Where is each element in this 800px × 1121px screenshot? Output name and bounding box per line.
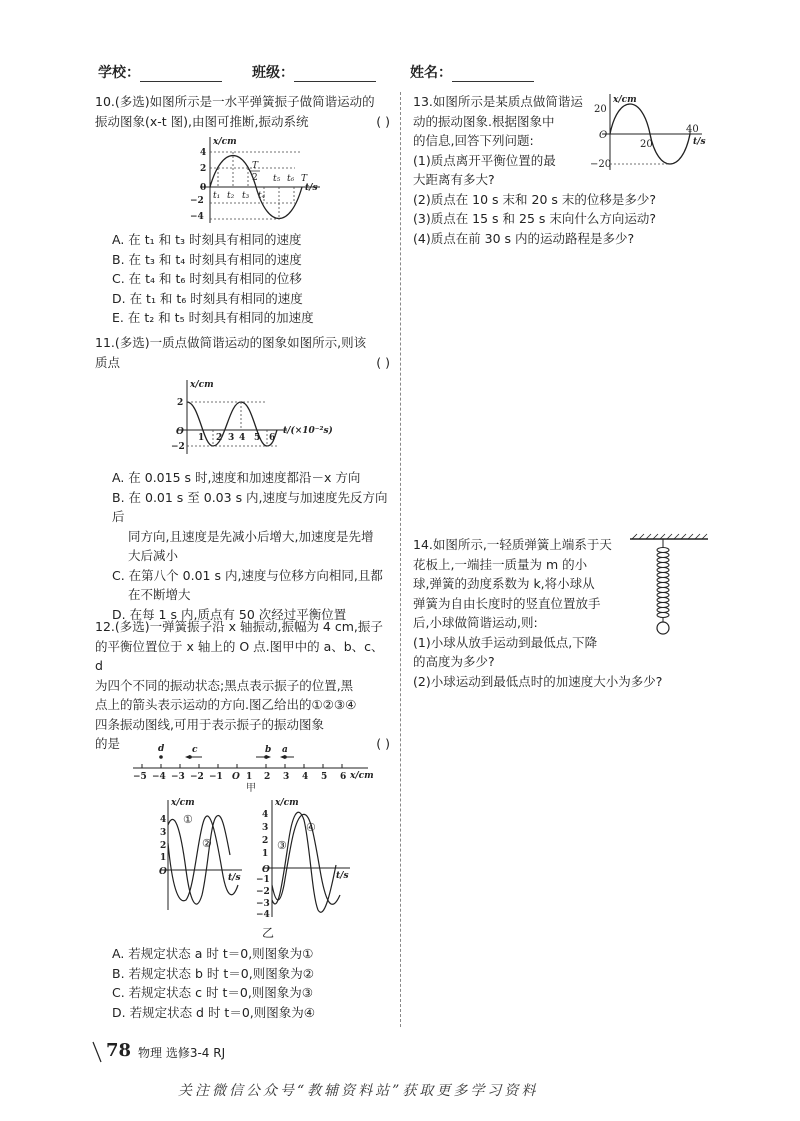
q12-axis-m1: −1 [209, 772, 223, 782]
q12-axis-1: 1 [246, 772, 253, 782]
q12-right-ytick-m1: −1 [256, 875, 270, 885]
q12-axis-4: 4 [302, 772, 309, 782]
q10-answer-paren[interactable]: ( ) [376, 113, 390, 129]
name-blank[interactable] [452, 67, 534, 82]
q13-sub3: (3)质点在 15 s 和 25 s 末向什么方向运动? [413, 211, 657, 226]
q12-axis-m3: −3 [171, 772, 185, 782]
q10-graph [180, 135, 330, 225]
q10-stem-line1: 10.(多选)如图所示是一水平弹簧振子做简谐运动的 [95, 94, 375, 109]
q10-t2: t₂ [227, 191, 235, 201]
footer-bar [90, 1040, 270, 1064]
state-c-label: c [192, 745, 198, 755]
q11-stem-line1: 11.(多选)一质点做简谐运动的图象如图所示,则该 [95, 335, 367, 350]
footer-slash-icon [90, 1040, 104, 1064]
q12-left-ytick-1: 1 [160, 853, 167, 863]
q10-option-c[interactable]: C. 在 t₄ 和 t₆ 时刻具有相同的位移 [112, 271, 302, 286]
q12-axis-m2: −2 [190, 772, 204, 782]
state-d-label: d [158, 744, 165, 754]
q11-stem-line2: 质点 [95, 354, 121, 370]
q10-ytick-m4: −4 [190, 212, 204, 222]
q12-axis-2: 2 [264, 772, 271, 782]
q12-axis-o: O [232, 772, 240, 782]
q12-axis-6: 6 [340, 772, 347, 782]
q10-ytick-0: 0 [200, 183, 207, 193]
q12-right-xlabel: t/s [336, 871, 349, 881]
q14-sub2: (2)小球运动到最低点时的加速度大小为多少? [413, 673, 663, 689]
ball-icon [657, 622, 669, 634]
q14-sub1: (1)小球从放手运动到最低点,下降 [413, 634, 598, 650]
q11-answer-paren[interactable]: ( ) [376, 354, 390, 370]
q11-xtick-1: 1 [198, 433, 205, 443]
q12-left-ytick-4: 4 [160, 815, 167, 825]
q10-t4: t₄ [258, 191, 266, 201]
q10-T: T [301, 174, 308, 184]
q13-sub4: (4)质点在前 30 s 内的运动路程是多少? [413, 230, 635, 246]
q12-figure-jia [128, 740, 378, 795]
q13-sub2: (2)质点在 10 s 末和 20 s 末的位移是多少? [413, 191, 657, 207]
state-b-arrow-icon [266, 755, 271, 759]
q12-stem-line5: 四条振动图线,可用于表示振子的振动图象 [95, 716, 324, 732]
q10-options [112, 230, 392, 328]
q11-option-c[interactable]: C. 在第八个 0.01 s 内,速度与位移方向相同,且都 [112, 567, 383, 583]
q10-option-b[interactable]: B. 在 t₃ 和 t₄ 时刻具有相同的速度 [112, 251, 302, 267]
name-label: 姓名： [409, 65, 452, 81]
q11-xtick-6: 6 [269, 433, 276, 443]
q12-curve-1-label: ① [183, 813, 193, 826]
q10-t6: t₆ [287, 174, 295, 184]
q14-sub1-cont: 的高度为多少? [413, 654, 495, 669]
page-number: 78 [106, 1040, 132, 1061]
q10-t1: t₁ [213, 191, 221, 201]
q12-options [112, 944, 392, 1022]
q12-axis-5: 5 [321, 772, 328, 782]
q14-line2: 花板上,一端挂一质量为 m 的小 [413, 556, 588, 572]
q13-xtick-20: 20 [640, 139, 653, 150]
q14-spring-ball-figure [630, 533, 710, 643]
q12-left-ytick-2: 2 [160, 841, 167, 851]
q11-ylabel: x/cm [190, 380, 214, 390]
q12-option-b[interactable]: B. 若规定状态 b 时 t＝0,则图象为② [112, 965, 314, 981]
q10-t5: t₅ [273, 174, 281, 184]
spring-coil-icon [657, 548, 669, 618]
q10-ytick-2: 2 [200, 164, 207, 174]
q10-option-a[interactable]: A. 在 t₁ 和 t₃ 时刻具有相同的速度 [112, 232, 302, 247]
class-blank[interactable] [294, 67, 376, 82]
q14-line5: 后,小球做简谐运动,则: [413, 615, 538, 630]
q11-graph [165, 378, 345, 458]
q12-stem-line2: 的平衡位置位于 x 轴上的 O 点.图甲中的 a、b、c、d [95, 638, 384, 673]
q14-line1: 14.如图所示,一轻质弹簧上端系于天 [413, 537, 612, 552]
state-c-arrow-icon [185, 755, 190, 759]
q12-right-ytick-o: O [262, 865, 270, 875]
question-10 [95, 92, 390, 131]
q10-t3: t₃ [242, 191, 250, 201]
q10-half-num: T [252, 161, 259, 171]
question-11 [95, 333, 390, 372]
q13-line3: 的信息,回答下列问题: [413, 133, 534, 148]
state-a-arrow-icon [280, 755, 285, 759]
q13-origin: O [599, 130, 608, 141]
q12-left-ylabel: x/cm [171, 798, 195, 808]
q12-stem-line3: 为四个不同的振动状态;黑点表示振子的位置,黑 [95, 677, 354, 693]
q11-xtick-3: 3 [228, 433, 235, 443]
q13-ytick-20: 20 [594, 104, 607, 115]
q12-right-ytick-m3: −3 [256, 899, 270, 909]
q14-line4: 弹簧为自由长度时的竖直位置放手 [413, 595, 601, 611]
q11-option-b[interactable]: B. 在 0.01 s 至 0.03 s 内,速度与加速度先反方向后 [112, 489, 388, 524]
q11-ytick-m2: −2 [171, 442, 185, 452]
school-blank[interactable] [140, 67, 222, 82]
q12-right-ytick-1: 1 [262, 849, 269, 859]
q12-option-a[interactable]: A. 若规定状态 a 时 t＝0,则图象为① [112, 946, 314, 961]
q14-line3: 球,弹簧的劲度系数为 k,将小球从 [413, 576, 595, 591]
q12-right-ytick-2: 2 [262, 836, 269, 846]
q11-ytick-2: 2 [177, 398, 184, 408]
q11-xtick-5: 5 [254, 433, 261, 443]
q12-left-xlabel: t/s [228, 873, 241, 883]
q11-ytick-0: O [176, 427, 184, 437]
q12-right-ylabel: x/cm [275, 798, 299, 808]
footer-subject: 物理 选修3-4 RJ [138, 1046, 226, 1060]
q12-stem-line4: 点上的箭头表示运动的方向.图乙给出的①②③④ [95, 697, 357, 712]
q11-option-d[interactable]: D. 在每 1 s 内,质点有 50 次经过平衡位置 [112, 606, 347, 622]
q12-figure-yi-left [150, 795, 250, 915]
q11-options [112, 468, 397, 624]
q13-xlabel: t/s [693, 137, 706, 147]
q12-option-c[interactable]: C. 若规定状态 c 时 t＝0,则图象为③ [112, 985, 314, 1000]
q10-half-den: 2 [252, 173, 258, 183]
q10-ylabel: x/cm [213, 137, 237, 147]
q13-ylabel: x/cm [613, 95, 637, 105]
state-d-point [159, 755, 163, 759]
q11-option-b-cont2: 大后减小 [128, 548, 179, 563]
q13-xtick-40: 40 [686, 124, 699, 135]
school-label: 学校： [98, 65, 140, 81]
q10-ytick-m2: −2 [190, 196, 204, 206]
class-label: 班级： [251, 65, 294, 81]
q13-line1: 13.如图所示是某质点做简谐运 [413, 94, 583, 109]
q10-option-d[interactable]: D. 在 t₁ 和 t₆ 时刻具有相同的速度 [112, 290, 303, 306]
footer-slogan: 关注微信公众号“教辅资料站”获取更多学习资料 [178, 1083, 539, 1099]
q13-sub1-cont: 大距离有多大? [413, 172, 495, 187]
state-a-label: a [282, 745, 288, 755]
q13-ytick-m20: −20 [590, 159, 612, 170]
q12-axis-m5: −5 [133, 772, 147, 782]
q12-curve-2-label: ② [202, 837, 212, 850]
q11-xtick-2: 2 [216, 433, 223, 443]
q10-xlabel: t/s [305, 183, 318, 193]
q12-stem-line6: 的是 [95, 736, 121, 751]
q11-xtick-4: 4 [239, 433, 246, 443]
q12-curve-4-label: ④ [306, 821, 316, 834]
q12-right-ytick-m2: −2 [256, 887, 270, 897]
q12-right-ytick-3: 3 [262, 823, 269, 833]
q12-stem-line1: 12.(多选)一弹簧振子沿 x 轴振动,振幅为 4 cm,振子 [95, 619, 383, 634]
q12-curve-3-label: ③ [277, 839, 287, 852]
q10-ytick-4: 4 [200, 148, 207, 158]
column-divider [400, 92, 401, 1027]
question-12 [95, 617, 390, 754]
q13-line2: 动的振动图象.根据图象中 [413, 113, 555, 129]
q12-right-ytick-4: 4 [262, 810, 269, 820]
q13-graph [590, 92, 715, 172]
q12-right-ytick-m4: −4 [256, 910, 270, 920]
q12-figure-yi-right [250, 795, 360, 920]
q12-axis-m4: −4 [152, 772, 166, 782]
q12-left-ytick-3: 3 [160, 828, 167, 838]
q10-option-e[interactable]: E. 在 t₂ 和 t₅ 时刻具有相同的加速度 [112, 310, 314, 325]
q12-fig-yi-label: 乙 [262, 926, 275, 940]
q12-left-ytick-o: O [159, 867, 167, 877]
q11-option-a[interactable]: A. 在 0.015 s 时,速度和加速度都沿－x 方向 [112, 470, 361, 485]
q13-sub1: (1)质点离开平衡位置的最 [413, 152, 556, 168]
q10-stem-line2: 振动图象(x-t 图),由图可推断,振动系统 [95, 113, 309, 129]
state-b-label: b [265, 745, 272, 755]
q12-fig-jia-label: 甲 [246, 783, 256, 794]
q11-option-c-cont: 在不断增大 [128, 587, 191, 602]
header [98, 62, 698, 84]
q12-option-d[interactable]: D. 若规定状态 d 时 t＝0,则图象为④ [112, 1004, 315, 1020]
q11-xlabel: t/(×10⁻²s) [283, 426, 333, 436]
q12-axis-3: 3 [283, 772, 290, 782]
q12-answer-paren[interactable]: ( ) [376, 736, 390, 751]
q11-option-b-cont1: 同方向,且速度是先减小后增大,加速度是先增 [128, 528, 374, 544]
q12-axis-unit: x/cm [350, 771, 374, 781]
